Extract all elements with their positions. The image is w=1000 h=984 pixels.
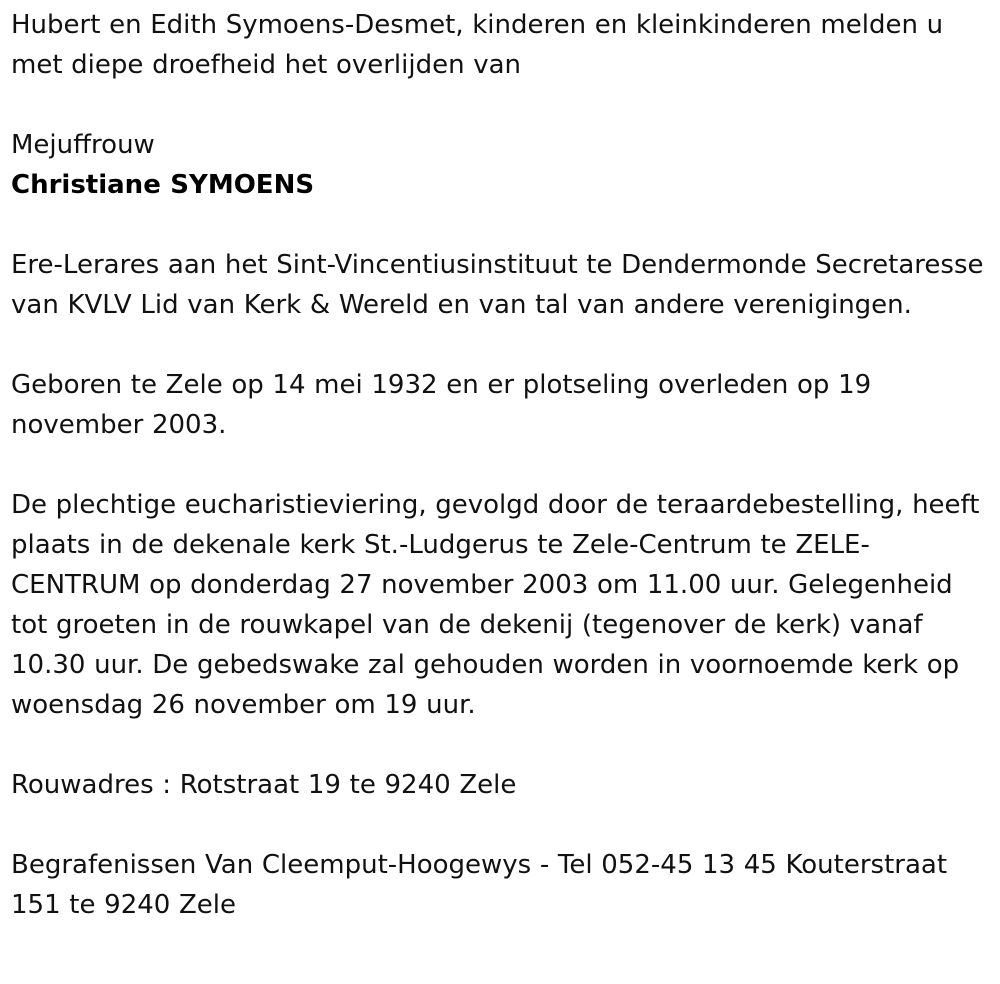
- roles-text: Ere-Lerares aan het Sint-Vincentiusinstituut te Dendermonde Secretaresse van KVLV Lid van Kerk & Wereld en van tal van andere verenigingen.: [11, 250, 984, 320]
- ceremony-text: De plechtige eucharistieviering, gevolgd door de teraardebestelling, heeft plaats in de dekenale kerk St.-Ludgerus te Zele-Centrum te ZELE-CENTRUM op donderdag 27 november 2003 om 11.00 uur. Gelegenheid tot groeten in de rouwkapel van de dekenij (tegenover de kerk) vanaf 10.30 uur. De gebedswake zal gehouden worden in voornoemde kerk op woensdag 26 november om 19 uur.: [11, 490, 980, 720]
- spacer: [11, 805, 996, 845]
- deceased-name: Christiane SYMOENS: [11, 170, 315, 200]
- mourning-address: Rouwadres : Rotstraat 19 te 9240 Zele: [11, 770, 517, 800]
- spacer: [11, 85, 996, 125]
- spacer: [11, 725, 996, 765]
- funeral-home-info: Begrafenissen Van Cleemput-Hoogewys - Tel 052-45 13 45 Kouterstraat 151 te 9240 Zele: [11, 850, 948, 920]
- spacer: [11, 445, 996, 485]
- spacer: [11, 325, 996, 365]
- birth-death-text: Geboren te Zele op 14 mei 1932 en er plotseling overleden op 19 november 2003.: [11, 370, 872, 440]
- intro-text: Hubert en Edith Symoens-Desmet, kinderen en kleinkinderen melden u met diepe droefheid het overlijden van: [11, 10, 944, 80]
- spacer: [11, 205, 996, 245]
- death-notice: [11, 5, 996, 925]
- salutation: Mejuffrouw: [11, 130, 155, 160]
